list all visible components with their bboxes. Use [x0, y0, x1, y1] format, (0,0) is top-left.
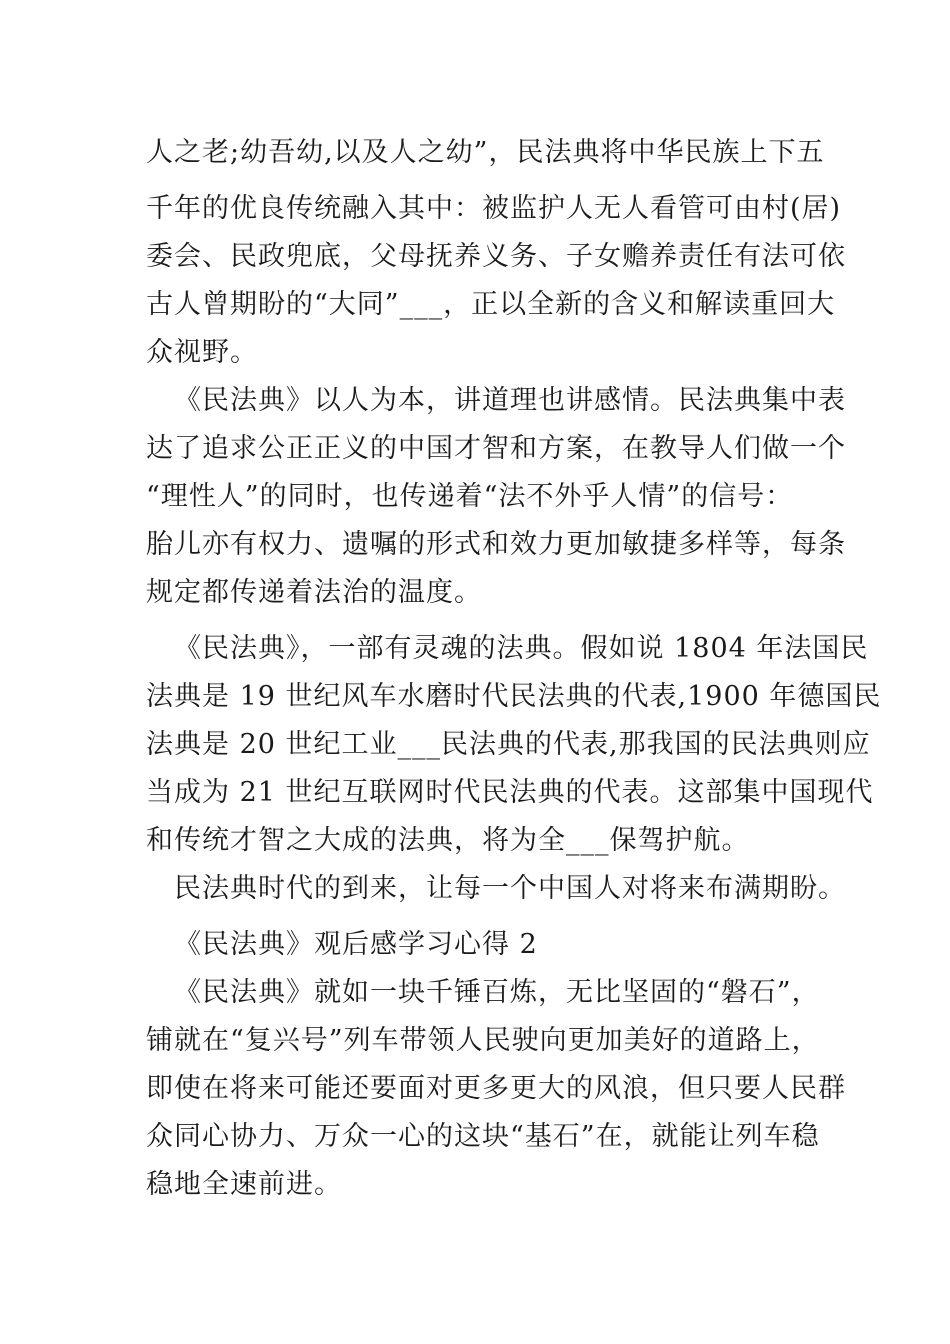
text-line: 铺就在“复兴号”列车带领人民驶向更加美好的道路上， — [146, 1025, 820, 1056]
text-line: 众视野。 — [146, 337, 258, 368]
paragraph-first-line: 《民法典》，一部有灵魂的法典。假如说 1804 年法国民 — [174, 633, 869, 664]
text-line: 稳地全速前进。 — [146, 1169, 342, 1200]
paragraph-first-line: 《民法典》就如一块千锤百炼，无比坚固的“磐石”， — [174, 977, 820, 1008]
text-line: 法典是 20 世纪工业___民法典的代表,那我国的民法典则应 — [146, 729, 871, 760]
text-line: 法典是 19 世纪风车水磨时代民法典的代表,1900 年德国民 — [146, 681, 882, 712]
paragraph-line: 民法典时代的到来，让每一个中国人对将来布满期盼。 — [174, 873, 846, 904]
section-heading: 《民法典》观后感学习心得 2 — [174, 929, 538, 960]
text-line: 当成为 21 世纪互联网时代民法典的代表。这部集中国现代 — [146, 777, 874, 808]
paragraph-first-line: 《民法典》以人为本，讲道理也讲感情。民法典集中表 — [174, 385, 846, 416]
text-line: 人之老;幼吾幼,以及人之幼”，民法典将中华民族上下五 — [146, 137, 825, 168]
text-line: 千年的优良传统融入其中：被监护人无人看管可由村(居) — [146, 193, 842, 224]
text-line: 委会、民政兜底，父母抚养义务、子女赡养责任有法可依 — [146, 241, 846, 272]
text-line: 和传统才智之大成的法典，将为全___保驾护航。 — [146, 825, 750, 856]
text-line: “理性人”的同时，也传递着“法不外乎人情”的信号： — [146, 481, 794, 512]
text-line: 达了追求公正正义的中国才智和方案，在教导人们做一个 — [146, 433, 846, 464]
text-line: 众同心协力、万众一心的这块“基石”在，就能让列车稳 — [146, 1121, 820, 1152]
text-line: 古人曾期盼的“大同”___，正以全新的含义和解读重回大 — [146, 289, 836, 320]
text-line: 即使在将来可能还要面对更多更大的风浪，但只要人民群 — [146, 1073, 846, 1104]
text-line: 规定都传递着法治的温度。 — [146, 577, 482, 608]
text-line: 胎儿亦有权力、遗嘱的形式和效力更加敏捷多样等，每条 — [146, 529, 846, 560]
